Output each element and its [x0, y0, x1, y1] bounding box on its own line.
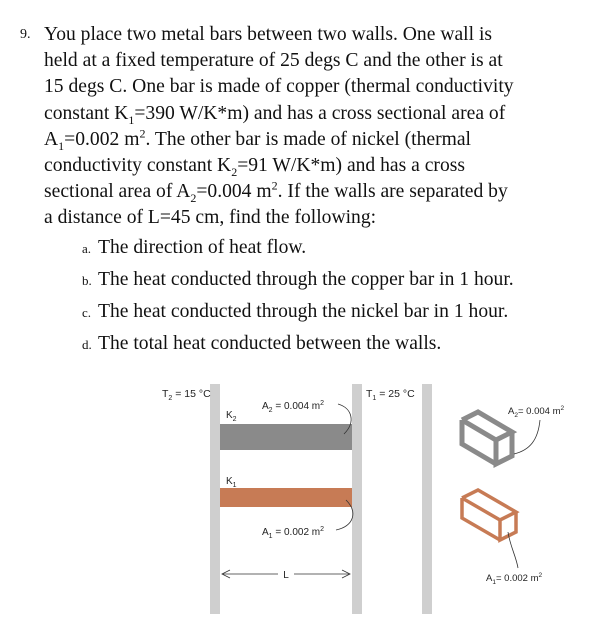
- middle-wall: [352, 384, 362, 614]
- length-label: L: [283, 570, 289, 581]
- text-walls-separated: . If the walls are separated by: [277, 181, 508, 203]
- t1-label: $T_1 = 25$ °C: [366, 388, 415, 402]
- nickel-bar: [220, 424, 352, 450]
- text-k1-value: =390 W/K*m) and has a cross sectional area of: [134, 102, 506, 124]
- part-text: The total heat conducted between the walls.: [98, 333, 442, 355]
- right-a1-label: $A_1= 0.002$ $m^2$: [486, 572, 543, 586]
- heat-conduction-figure: [0, 378, 606, 618]
- statement-line-1: You place two metal bars between two walls. One wall is: [44, 24, 493, 45]
- right-a1-pointer: [508, 532, 518, 568]
- t2-label: $T_2 = 15$ °C: [162, 388, 211, 402]
- subscript-1: 1: [128, 112, 135, 127]
- text-k1: constant K: [44, 102, 129, 124]
- k2-label: $K_2$: [226, 410, 237, 423]
- left-wall: [210, 384, 220, 614]
- part-text: The direction of heat flow.: [98, 236, 307, 258]
- k1-label: $K_1$: [226, 476, 237, 489]
- right-a2-pointer: [514, 420, 540, 454]
- text-nickel-intro: . The other bar is made of nickel (thermal: [145, 128, 471, 150]
- statement-line-8: a distance of L=45 cm, find the following:: [44, 207, 377, 229]
- statement-line-7: [44, 179, 590, 205]
- subscript-1: 1: [58, 138, 65, 153]
- text-k2-value: =91 W/K*m) and has a cross: [237, 155, 466, 177]
- part-c: [82, 296, 590, 328]
- text-a1: A: [44, 128, 59, 150]
- problem-number: 9.: [20, 27, 31, 42]
- statement-line-2: held at a fixed temperature of 25 degs C and the other is at: [44, 50, 503, 72]
- text-a2: sectional area of A: [44, 181, 191, 203]
- a1-label: $A_1 = 0.002$ $m^2$: [262, 526, 325, 540]
- a2-label: $A_2 = 0.004$ $m^2$: [262, 400, 325, 414]
- part-label: c.: [82, 305, 92, 321]
- subscript-2: 2: [190, 191, 197, 206]
- part-text: The heat conducted through the copper bar in 1 hour.: [98, 268, 514, 290]
- statement-line-6: [44, 153, 590, 179]
- nickel-bar-3d: [462, 412, 512, 464]
- statement-line-4: [44, 101, 590, 127]
- statement-line-5: [44, 127, 590, 153]
- part-b: [82, 264, 590, 296]
- superscript-2: 2: [139, 126, 146, 141]
- problem-statement: [44, 22, 590, 360]
- part-a: [82, 232, 590, 264]
- right-wall: [422, 384, 432, 614]
- text-k2: conductivity constant K: [44, 155, 232, 177]
- part-label: a.: [82, 240, 92, 256]
- part-label: b.: [82, 272, 92, 288]
- problem-9: [20, 22, 590, 360]
- part-d: [82, 328, 590, 360]
- text-a1-value: =0.002 m: [64, 128, 140, 150]
- copper-bar: [220, 488, 352, 507]
- part-label: d.: [82, 337, 92, 353]
- parts-list: [44, 232, 590, 361]
- right-a2-label: $A_2= 0.004$ $m^2$: [508, 405, 565, 419]
- part-text: The heat conducted through the nickel bar in 1 hour.: [98, 301, 509, 323]
- superscript-2: 2: [271, 178, 278, 193]
- text-a2-value: =0.004 m: [196, 181, 272, 203]
- subscript-2: 2: [231, 164, 238, 179]
- statement-line-3: 15 degs C. One bar is made of copper (thermal conductivity: [44, 76, 514, 98]
